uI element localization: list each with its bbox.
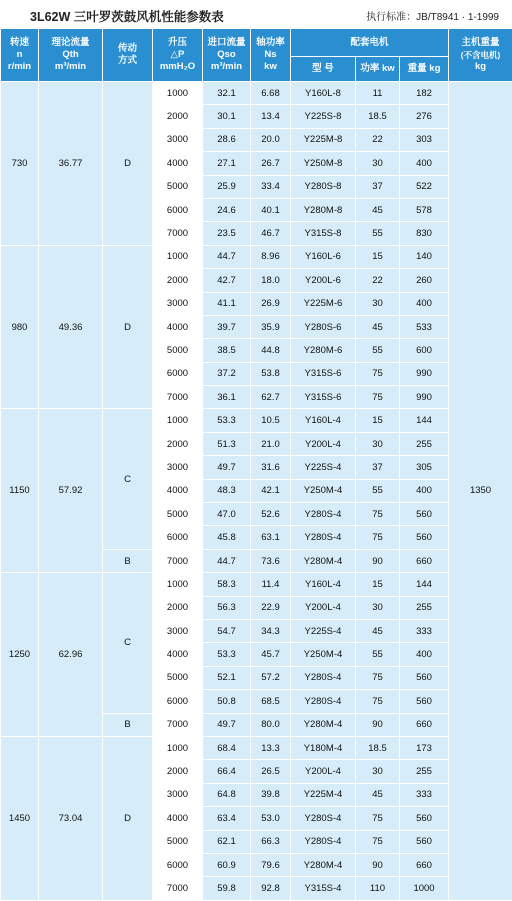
intake-flow-cell: 50.8 xyxy=(203,690,251,713)
shaft-power-cell: 66.3 xyxy=(251,830,291,853)
intake-flow-cell: 49.7 xyxy=(203,713,251,736)
intake-flow-cell: 42.7 xyxy=(203,269,251,292)
motor-power-cell: 22 xyxy=(356,269,400,292)
pressure-cell: 6000 xyxy=(153,198,203,221)
motor-model-cell: Y225M-8 xyxy=(291,128,356,151)
motor-power-cell: 55 xyxy=(356,339,400,362)
header-drive: 传动 方式 xyxy=(103,29,153,82)
flow-cell: 62.96 xyxy=(39,573,103,737)
pressure-cell: 2000 xyxy=(153,596,203,619)
pressure-cell: 2000 xyxy=(153,760,203,783)
motor-model-cell: Y315S-4 xyxy=(291,877,356,900)
motor-model-cell: Y280S-4 xyxy=(291,807,356,830)
pressure-cell: 3000 xyxy=(153,128,203,151)
motor-power-cell: 55 xyxy=(356,643,400,666)
shaft-power-cell: 26.7 xyxy=(251,152,291,175)
intake-flow-cell: 62.1 xyxy=(203,830,251,853)
pressure-cell: 1000 xyxy=(153,82,203,105)
table-row xyxy=(1,573,512,596)
motor-weight-cell: 990 xyxy=(400,362,449,385)
intake-flow-cell: 37.2 xyxy=(203,362,251,385)
motor-model-cell: Y280S-4 xyxy=(291,666,356,689)
motor-power-cell: 30 xyxy=(356,152,400,175)
table-row xyxy=(1,736,512,759)
motor-model-cell: Y225S-8 xyxy=(291,105,356,128)
header-motor-group: 配套电机 xyxy=(291,29,449,57)
pressure-cell: 5000 xyxy=(153,830,203,853)
motor-model-cell: Y250M-4 xyxy=(291,479,356,502)
motor-model-cell: Y280M-4 xyxy=(291,713,356,736)
motor-model-cell: Y315S-8 xyxy=(291,222,356,245)
motor-power-cell: 75 xyxy=(356,362,400,385)
motor-model-cell: Y280S-4 xyxy=(291,503,356,526)
intake-flow-cell: 53.3 xyxy=(203,643,251,666)
shaft-power-cell: 6.68 xyxy=(251,82,291,105)
motor-model-cell: Y225M-4 xyxy=(291,783,356,806)
motor-weight-cell: 560 xyxy=(400,807,449,830)
motor-model-cell: Y280S-4 xyxy=(291,830,356,853)
flow-cell: 73.04 xyxy=(39,736,103,900)
motor-model-cell: Y160L-4 xyxy=(291,409,356,432)
motor-model-cell: Y200L-4 xyxy=(291,432,356,455)
motor-model-cell: Y160L-6 xyxy=(291,245,356,268)
table-row xyxy=(1,82,512,105)
speed-cell: 730 xyxy=(1,82,39,246)
motor-power-cell: 90 xyxy=(356,713,400,736)
pressure-cell: 4000 xyxy=(153,152,203,175)
pressure-cell: 4000 xyxy=(153,315,203,338)
intake-flow-cell: 47.0 xyxy=(203,503,251,526)
motor-model-cell: Y160L-4 xyxy=(291,573,356,596)
pressure-cell: 7000 xyxy=(153,877,203,900)
motor-model-cell: Y280S-4 xyxy=(291,526,356,549)
motor-weight-cell: 260 xyxy=(400,269,449,292)
intake-flow-cell: 59.8 xyxy=(203,877,251,900)
motor-weight-cell: 1000 xyxy=(400,877,449,900)
motor-weight-cell: 400 xyxy=(400,292,449,315)
speed-cell: 1250 xyxy=(1,573,39,737)
pressure-cell: 7000 xyxy=(153,222,203,245)
speed-cell: 1450 xyxy=(1,736,39,900)
drive-cell: D xyxy=(103,82,153,246)
shaft-power-cell: 34.3 xyxy=(251,619,291,642)
motor-weight-cell: 560 xyxy=(400,666,449,689)
header-flow: 理论流量 Qth m³/min xyxy=(39,29,103,82)
intake-flow-cell: 64.8 xyxy=(203,783,251,806)
header-motor-power: 功率 kw xyxy=(356,57,400,82)
motor-power-cell: 75 xyxy=(356,807,400,830)
motor-model-cell: Y225S-4 xyxy=(291,456,356,479)
motor-model-cell: Y250M-4 xyxy=(291,643,356,666)
motor-power-cell: 30 xyxy=(356,432,400,455)
intake-flow-cell: 52.1 xyxy=(203,666,251,689)
motor-model-cell: Y225M-6 xyxy=(291,292,356,315)
drive-cell: D xyxy=(103,736,153,900)
header-main-weight: 主机重量 (不含电机) kg xyxy=(449,29,512,82)
pressure-cell: 5000 xyxy=(153,339,203,362)
shaft-power-cell: 68.5 xyxy=(251,690,291,713)
pressure-cell: 1000 xyxy=(153,736,203,759)
motor-power-cell: 75 xyxy=(356,830,400,853)
motor-model-cell: Y280S-4 xyxy=(291,690,356,713)
motor-power-cell: 22 xyxy=(356,128,400,151)
motor-model-cell: Y250M-8 xyxy=(291,152,356,175)
motor-power-cell: 37 xyxy=(356,175,400,198)
motor-power-cell: 75 xyxy=(356,386,400,409)
intake-flow-cell: 68.4 xyxy=(203,736,251,759)
intake-flow-cell: 28.6 xyxy=(203,128,251,151)
motor-weight-cell: 173 xyxy=(400,736,449,759)
intake-flow-cell: 63.4 xyxy=(203,807,251,830)
shaft-power-cell: 26.5 xyxy=(251,760,291,783)
intake-flow-cell: 39.7 xyxy=(203,315,251,338)
pressure-cell: 3000 xyxy=(153,619,203,642)
shaft-power-cell: 73.6 xyxy=(251,549,291,572)
drive-cell: C xyxy=(103,409,153,549)
pressure-cell: 2000 xyxy=(153,269,203,292)
shaft-power-cell: 44.8 xyxy=(251,339,291,362)
pressure-cell: 1000 xyxy=(153,245,203,268)
flow-cell: 57.92 xyxy=(39,409,103,573)
motor-power-cell: 90 xyxy=(356,549,400,572)
drive-cell: B xyxy=(103,713,153,736)
motor-model-cell: Y280M-8 xyxy=(291,198,356,221)
motor-weight-cell: 305 xyxy=(400,456,449,479)
intake-flow-cell: 58.3 xyxy=(203,573,251,596)
shaft-power-cell: 63.1 xyxy=(251,526,291,549)
motor-weight-cell: 255 xyxy=(400,760,449,783)
pressure-cell: 3000 xyxy=(153,292,203,315)
intake-flow-cell: 23.5 xyxy=(203,222,251,245)
shaft-power-cell: 79.6 xyxy=(251,853,291,876)
shaft-power-cell: 42.1 xyxy=(251,479,291,502)
pressure-cell: 6000 xyxy=(153,690,203,713)
motor-model-cell: Y280M-6 xyxy=(291,339,356,362)
motor-weight-cell: 276 xyxy=(400,105,449,128)
motor-weight-cell: 660 xyxy=(400,549,449,572)
motor-power-cell: 37 xyxy=(356,456,400,479)
shaft-power-cell: 57.2 xyxy=(251,666,291,689)
shaft-power-cell: 20.0 xyxy=(251,128,291,151)
shaft-power-cell: 21.0 xyxy=(251,432,291,455)
intake-flow-cell: 36.1 xyxy=(203,386,251,409)
drive-cell: C xyxy=(103,573,153,713)
motor-power-cell: 45 xyxy=(356,198,400,221)
motor-weight-cell: 333 xyxy=(400,783,449,806)
motor-power-cell: 75 xyxy=(356,666,400,689)
motor-weight-cell: 830 xyxy=(400,222,449,245)
intake-flow-cell: 30.1 xyxy=(203,105,251,128)
shaft-power-cell: 11.4 xyxy=(251,573,291,596)
main-weight-cell: 1350 xyxy=(449,82,512,901)
shaft-power-cell: 52.6 xyxy=(251,503,291,526)
motor-power-cell: 75 xyxy=(356,690,400,713)
motor-weight-cell: 600 xyxy=(400,339,449,362)
motor-weight-cell: 560 xyxy=(400,690,449,713)
motor-model-cell: Y160L-8 xyxy=(291,82,356,105)
shaft-power-cell: 26.9 xyxy=(251,292,291,315)
header-motor-weight: 重量 kg xyxy=(400,57,449,82)
motor-model-cell: Y200L-4 xyxy=(291,596,356,619)
speed-cell: 1150 xyxy=(1,409,39,573)
motor-model-cell: Y200L-4 xyxy=(291,760,356,783)
table-row xyxy=(1,245,512,268)
pressure-cell: 2000 xyxy=(153,105,203,128)
motor-model-cell: Y200L-6 xyxy=(291,269,356,292)
motor-power-cell: 45 xyxy=(356,783,400,806)
pressure-cell: 5000 xyxy=(153,175,203,198)
motor-weight-cell: 533 xyxy=(400,315,449,338)
shaft-power-cell: 22.9 xyxy=(251,596,291,619)
intake-flow-cell: 54.7 xyxy=(203,619,251,642)
shaft-power-cell: 92.8 xyxy=(251,877,291,900)
motor-model-cell: Y180M-4 xyxy=(291,736,356,759)
motor-model-cell: Y315S-6 xyxy=(291,362,356,385)
pressure-cell: 7000 xyxy=(153,713,203,736)
flow-cell: 49.36 xyxy=(39,245,103,409)
motor-power-cell: 45 xyxy=(356,315,400,338)
pressure-cell: 7000 xyxy=(153,549,203,572)
motor-model-cell: Y315S-6 xyxy=(291,386,356,409)
pressure-cell: 2000 xyxy=(153,432,203,455)
standard-reference: 执行标准：JB/T8941 · 1-1999 xyxy=(366,8,499,23)
header-intake-flow: 进口流量 Qso m³/min xyxy=(203,29,251,82)
shaft-power-cell: 80.0 xyxy=(251,713,291,736)
shaft-power-cell: 10.5 xyxy=(251,409,291,432)
motor-power-cell: 15 xyxy=(356,245,400,268)
motor-weight-cell: 303 xyxy=(400,128,449,151)
motor-model-cell: Y280M-4 xyxy=(291,549,356,572)
motor-weight-cell: 400 xyxy=(400,479,449,502)
motor-power-cell: 75 xyxy=(356,526,400,549)
pressure-cell: 1000 xyxy=(153,573,203,596)
header-shaft-power: 轴功率 Ns kw xyxy=(251,29,291,82)
motor-weight-cell: 140 xyxy=(400,245,449,268)
motor-weight-cell: 522 xyxy=(400,175,449,198)
motor-weight-cell: 255 xyxy=(400,432,449,455)
pressure-cell: 3000 xyxy=(153,783,203,806)
motor-power-cell: 45 xyxy=(356,619,400,642)
motor-power-cell: 55 xyxy=(356,222,400,245)
shaft-power-cell: 35.9 xyxy=(251,315,291,338)
shaft-power-cell: 18.0 xyxy=(251,269,291,292)
shaft-power-cell: 33.4 xyxy=(251,175,291,198)
intake-flow-cell: 32.1 xyxy=(203,82,251,105)
shaft-power-cell: 13.3 xyxy=(251,736,291,759)
intake-flow-cell: 25.9 xyxy=(203,175,251,198)
motor-power-cell: 18.5 xyxy=(356,105,400,128)
pressure-cell: 4000 xyxy=(153,479,203,502)
motor-model-cell: Y280S-6 xyxy=(291,315,356,338)
motor-weight-cell: 144 xyxy=(400,573,449,596)
motor-weight-cell: 400 xyxy=(400,152,449,175)
shaft-power-cell: 45.7 xyxy=(251,643,291,666)
shaft-power-cell: 39.8 xyxy=(251,783,291,806)
intake-flow-cell: 53.3 xyxy=(203,409,251,432)
speed-cell: 980 xyxy=(1,245,39,409)
page-title: 3L62W 三叶罗茨鼓风机性能参数表 xyxy=(30,7,224,25)
intake-flow-cell: 41.1 xyxy=(203,292,251,315)
pressure-cell: 4000 xyxy=(153,643,203,666)
pressure-cell: 5000 xyxy=(153,666,203,689)
motor-weight-cell: 560 xyxy=(400,503,449,526)
intake-flow-cell: 27.1 xyxy=(203,152,251,175)
shaft-power-cell: 13.4 xyxy=(251,105,291,128)
motor-weight-cell: 560 xyxy=(400,830,449,853)
motor-weight-cell: 255 xyxy=(400,596,449,619)
motor-power-cell: 11 xyxy=(356,82,400,105)
motor-power-cell: 110 xyxy=(356,877,400,900)
motor-power-cell: 15 xyxy=(356,409,400,432)
motor-power-cell: 55 xyxy=(356,479,400,502)
pressure-cell: 5000 xyxy=(153,503,203,526)
header-motor-model: 型 号 xyxy=(291,57,356,82)
header-pressure: 升压 △P mmH₂O xyxy=(153,29,203,82)
intake-flow-cell: 44.7 xyxy=(203,549,251,572)
motor-weight-cell: 560 xyxy=(400,526,449,549)
motor-power-cell: 75 xyxy=(356,503,400,526)
shaft-power-cell: 53.0 xyxy=(251,807,291,830)
pressure-cell: 6000 xyxy=(153,362,203,385)
motor-weight-cell: 333 xyxy=(400,619,449,642)
intake-flow-cell: 24.6 xyxy=(203,198,251,221)
intake-flow-cell: 51.3 xyxy=(203,432,251,455)
header-speed: 转速 n r/min xyxy=(1,29,39,82)
intake-flow-cell: 49.7 xyxy=(203,456,251,479)
table-header xyxy=(1,29,512,82)
motor-model-cell: Y280S-8 xyxy=(291,175,356,198)
motor-power-cell: 15 xyxy=(356,573,400,596)
motor-weight-cell: 990 xyxy=(400,386,449,409)
pressure-cell: 1000 xyxy=(153,409,203,432)
intake-flow-cell: 48.3 xyxy=(203,479,251,502)
motor-power-cell: 30 xyxy=(356,292,400,315)
intake-flow-cell: 45.8 xyxy=(203,526,251,549)
motor-power-cell: 30 xyxy=(356,760,400,783)
intake-flow-cell: 60.9 xyxy=(203,853,251,876)
title-bar xyxy=(0,0,512,28)
motor-weight-cell: 660 xyxy=(400,853,449,876)
motor-weight-cell: 578 xyxy=(400,198,449,221)
motor-power-cell: 30 xyxy=(356,596,400,619)
shaft-power-cell: 31.6 xyxy=(251,456,291,479)
shaft-power-cell: 40.1 xyxy=(251,198,291,221)
motor-model-cell: Y225S-4 xyxy=(291,619,356,642)
motor-power-cell: 18.5 xyxy=(356,736,400,759)
table-row xyxy=(1,409,512,432)
shaft-power-cell: 53.8 xyxy=(251,362,291,385)
motor-model-cell: Y280M-4 xyxy=(291,853,356,876)
drive-cell: B xyxy=(103,549,153,572)
pressure-cell: 3000 xyxy=(153,456,203,479)
intake-flow-cell: 38.5 xyxy=(203,339,251,362)
performance-table xyxy=(0,28,512,901)
shaft-power-cell: 46.7 xyxy=(251,222,291,245)
pressure-cell: 4000 xyxy=(153,807,203,830)
intake-flow-cell: 44.7 xyxy=(203,245,251,268)
table-body xyxy=(1,82,512,901)
intake-flow-cell: 66.4 xyxy=(203,760,251,783)
motor-weight-cell: 144 xyxy=(400,409,449,432)
shaft-power-cell: 8.96 xyxy=(251,245,291,268)
motor-power-cell: 90 xyxy=(356,853,400,876)
motor-weight-cell: 182 xyxy=(400,82,449,105)
drive-cell: D xyxy=(103,245,153,409)
shaft-power-cell: 62.7 xyxy=(251,386,291,409)
pressure-cell: 6000 xyxy=(153,526,203,549)
pressure-cell: 7000 xyxy=(153,386,203,409)
motor-weight-cell: 400 xyxy=(400,643,449,666)
flow-cell: 36.77 xyxy=(39,82,103,246)
intake-flow-cell: 56.3 xyxy=(203,596,251,619)
pressure-cell: 6000 xyxy=(153,853,203,876)
motor-weight-cell: 660 xyxy=(400,713,449,736)
